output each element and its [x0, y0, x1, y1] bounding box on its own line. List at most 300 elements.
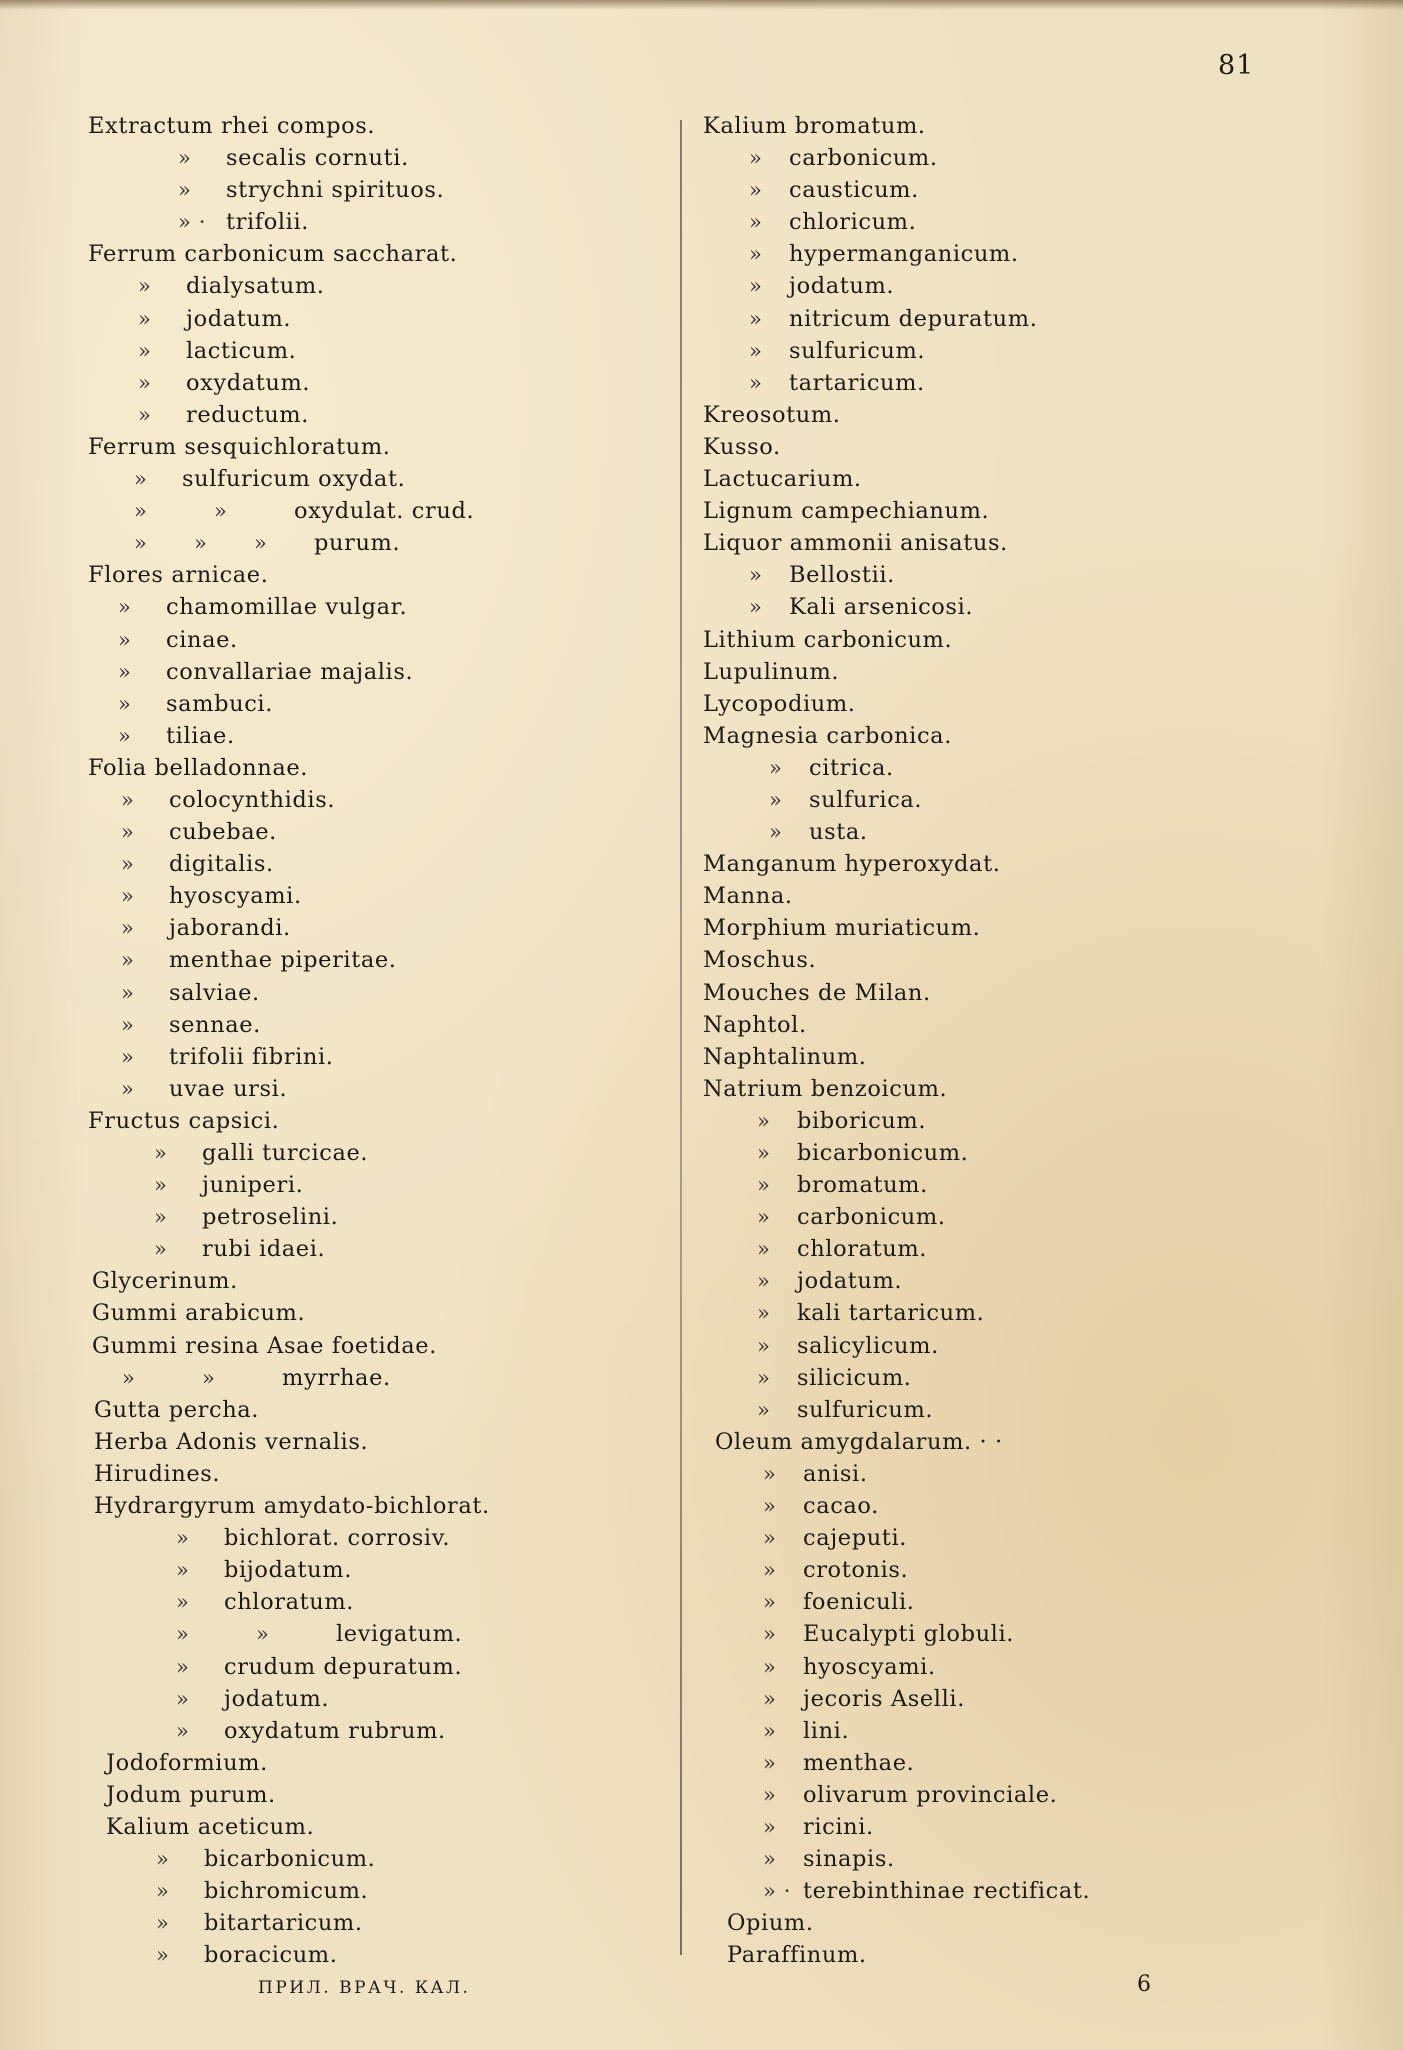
entry-text: lacticum. — [186, 337, 297, 364]
ditto-mark: » — [176, 1526, 190, 1551]
index-entry — [703, 1362, 1343, 1394]
index-entry — [88, 303, 668, 335]
index-entry — [88, 1843, 668, 1875]
entry-text: carbonicum. — [789, 145, 938, 172]
index-entry — [703, 238, 1343, 270]
ditto-mark: » — [121, 1012, 135, 1037]
entry-text: lini. — [803, 1717, 850, 1744]
ditto-mark: » — [749, 306, 763, 331]
ditto-mark: » — [121, 852, 135, 877]
entry-text: Liquor ammonii anisatus. — [703, 530, 1008, 557]
ditto-mark: » — [194, 531, 208, 556]
entry-text: Hydrargyrum amydato-bichlorat. — [94, 1493, 490, 1520]
entry-text: Jodum purum. — [106, 1781, 276, 1808]
ditto-mark: » — [749, 178, 763, 203]
entry-text: reductum. — [186, 401, 309, 428]
entry-text: bichromicum. — [204, 1878, 369, 1905]
index-entry — [88, 591, 668, 623]
entry-text: sulfurica. — [809, 786, 923, 813]
ditto-mark: » — [749, 595, 763, 620]
entry-text: Lithium carbonicum. — [703, 626, 953, 653]
index-entry — [88, 1265, 668, 1297]
ditto-mark: » — [763, 1782, 777, 1807]
entry-text: cajeputi. — [803, 1525, 907, 1552]
index-entry — [703, 1939, 1343, 1971]
index-entry — [88, 1618, 668, 1650]
index-entry — [88, 1297, 668, 1329]
ditto-mark: » — [176, 1622, 190, 1647]
entry-text: crotonis. — [803, 1557, 909, 1584]
index-entry — [703, 848, 1343, 880]
entry-text: chloratum. — [797, 1236, 928, 1263]
ditto-mark: » — [763, 1847, 777, 1872]
ditto-mark: » — [757, 1365, 771, 1390]
index-entry — [703, 944, 1343, 976]
index-entry — [703, 559, 1343, 591]
index-entry — [88, 1651, 668, 1683]
ditto-mark: » — [138, 306, 152, 331]
index-entry — [88, 848, 668, 880]
entry-text: cacao. — [803, 1493, 879, 1520]
entry-text: salviae. — [169, 979, 260, 1006]
index-entry — [703, 270, 1343, 302]
index-entry — [88, 944, 668, 976]
ditto-mark: » — [176, 1718, 190, 1743]
entry-text: Herba Adonis vernalis. — [94, 1428, 369, 1455]
index-entry — [703, 367, 1343, 399]
index-entry — [703, 1747, 1343, 1779]
index-entry — [703, 1330, 1343, 1362]
index-entry — [703, 1875, 1343, 1907]
ditto-mark: » — [121, 884, 135, 909]
ditto-mark: » — [134, 467, 148, 492]
index-entry — [88, 1105, 668, 1137]
entry-text: silicicum. — [797, 1364, 912, 1391]
ditto-mark: » — [749, 242, 763, 267]
index-entry — [88, 752, 668, 784]
entry-text: menthae. — [803, 1749, 915, 1776]
index-entry — [88, 688, 668, 720]
index-entry — [88, 1233, 668, 1265]
index-entry — [703, 1073, 1343, 1105]
entry-text: juniperi. — [202, 1172, 304, 1199]
entry-text: Morphium muriaticum. — [703, 915, 981, 942]
ditto-mark: » — [757, 1205, 771, 1230]
entry-text: Ferrum carbonicum saccharat. — [88, 241, 458, 268]
ditto-mark: » — [749, 274, 763, 299]
ditto-mark: » — [763, 1461, 777, 1486]
entry-text: Manganum hyperoxydat. — [703, 851, 1001, 878]
entry-text: Mouches de Milan. — [703, 979, 931, 1006]
entry-text: uvae ursi. — [169, 1075, 288, 1102]
index-entry — [703, 1683, 1343, 1715]
entry-text: levigatum. — [336, 1621, 463, 1648]
index-entry — [88, 912, 668, 944]
entry-text: Extractum rhei compos. — [88, 113, 376, 139]
index-entry — [88, 1137, 668, 1169]
index-entry — [703, 431, 1343, 463]
ditto-mark: » — [763, 1526, 777, 1551]
entry-text: rubi idaei. — [202, 1236, 326, 1263]
entry-text: tartaricum. — [789, 369, 925, 396]
index-entry — [88, 624, 668, 656]
index-entry — [88, 559, 668, 591]
ditto-mark: » — [176, 1686, 190, 1711]
ditto-mark: » — [121, 1076, 135, 1101]
index-entry — [703, 880, 1343, 912]
index-entry — [88, 142, 668, 174]
entry-text: anisi. — [803, 1460, 868, 1487]
index-entry — [703, 1715, 1343, 1747]
entry-text: tiliae. — [166, 722, 235, 749]
entry-text: Fructus capsici. — [88, 1107, 280, 1134]
index-entry — [703, 399, 1343, 431]
index-entry — [703, 1137, 1343, 1169]
entry-text: bicarbonicum. — [797, 1140, 969, 1166]
footer-signature: ПРИЛ. ВРАЧ. КАЛ. — [258, 1978, 471, 1998]
ditto-mark: » — [763, 1718, 777, 1743]
index-entry — [88, 1490, 668, 1522]
index-entry — [703, 1651, 1343, 1683]
index-entry — [88, 174, 668, 206]
ditto-mark: » — [156, 1879, 170, 1904]
entry-text: olivarum provinciale. — [803, 1781, 1058, 1808]
entry-text: Jodoformium. — [106, 1749, 268, 1776]
entry-text: bicarbonicum. — [204, 1846, 376, 1873]
entry-text: hyoscyami. — [803, 1653, 936, 1680]
ditto-mark: » — [763, 1750, 777, 1775]
entry-text: Kusso. — [703, 433, 781, 460]
ditto-mark: » — [118, 659, 132, 684]
ditto-mark: » — [749, 146, 763, 171]
entry-text: jaborandi. — [169, 915, 291, 942]
entry-text: ricini. — [803, 1813, 874, 1840]
ditto-mark: » — [769, 755, 783, 780]
entry-text: strychni spirituos. — [226, 177, 445, 204]
ditto-mark: » — [138, 370, 152, 395]
index-entry — [88, 1426, 668, 1458]
entry-text: sulfuricum oxydat. — [182, 466, 406, 493]
entry-text: bitartaricum. — [204, 1910, 363, 1937]
page-top-edge — [0, 0, 1403, 10]
ditto-mark: » — [176, 1558, 190, 1583]
index-entry — [703, 784, 1343, 816]
index-entry — [703, 1458, 1343, 1490]
index-entry — [703, 912, 1343, 944]
ditto-mark: » — [121, 948, 135, 973]
entry-text: Moschus. — [703, 947, 817, 974]
entry-text: biboricum. — [797, 1107, 927, 1134]
entry-text: trifolii fibrini. — [169, 1043, 334, 1070]
entry-text: usta. — [809, 819, 868, 846]
entry-text: Hirudines. — [94, 1460, 221, 1487]
index-entry — [703, 1233, 1343, 1265]
index-entry — [703, 303, 1343, 335]
index-entry — [88, 495, 668, 527]
ditto-mark: » — [749, 210, 763, 235]
entry-text: sambuci. — [166, 690, 273, 717]
index-entry — [703, 656, 1343, 688]
entry-text: bijodatum. — [224, 1557, 352, 1584]
entry-text: Eucalypti globuli. — [803, 1621, 1015, 1648]
entry-text: Lycopodium. — [703, 690, 856, 717]
index-entry — [703, 977, 1343, 1009]
index-entry — [703, 1490, 1343, 1522]
index-entry — [88, 463, 668, 495]
entry-text: chloricum. — [789, 209, 917, 236]
ditto-mark: » — [757, 1141, 771, 1165]
ditto-mark: » — [156, 1943, 170, 1968]
index-entry — [703, 1201, 1343, 1233]
entry-text: foeniculi. — [803, 1589, 915, 1616]
index-entry — [88, 1362, 668, 1394]
index-entry — [703, 527, 1343, 559]
index-entry — [703, 1297, 1343, 1329]
entry-text: Manna. — [703, 883, 793, 910]
index-entry — [703, 1009, 1343, 1041]
entry-text: secalis cornuti. — [226, 145, 409, 172]
ditto-mark: » — [763, 1686, 777, 1711]
ditto-mark: » — [763, 1622, 777, 1647]
entry-text: Kreosotum. — [703, 401, 841, 428]
entry-text: Bellostii. — [789, 562, 895, 589]
entry-text: bromatum. — [797, 1172, 928, 1199]
index-entry — [88, 1747, 668, 1779]
index-entry — [703, 1779, 1343, 1811]
entry-text: chloratum. — [224, 1589, 355, 1616]
entry-text: Flores arnicae. — [88, 562, 269, 589]
entry-text: chamomillae vulgar. — [166, 594, 408, 621]
ditto-mark: » — [118, 691, 132, 716]
ditto-mark: » — [178, 146, 192, 171]
index-entry — [88, 720, 668, 752]
entry-text: Opium. — [727, 1910, 814, 1937]
entry-text: myrrhae. — [282, 1364, 391, 1391]
index-entry — [88, 206, 668, 238]
ditto-mark: » — [749, 370, 763, 395]
ditto-mark: » — [121, 1044, 135, 1069]
index-entry — [88, 1939, 668, 1971]
index-entry — [88, 1811, 668, 1843]
index-entry — [703, 624, 1343, 656]
entry-text: carbonicum. — [797, 1204, 946, 1231]
index-entry — [88, 656, 668, 688]
ditto-mark: » — [154, 1237, 168, 1262]
index-entry — [88, 977, 668, 1009]
ditto-mark: » — [154, 1205, 168, 1230]
ditto-mark: » · — [763, 1879, 791, 1904]
entry-text: boracicum. — [204, 1942, 338, 1969]
ditto-mark: » — [121, 916, 135, 941]
entry-text: sulfuricum. — [797, 1396, 934, 1423]
ditto-mark: » — [757, 1333, 771, 1358]
index-entry — [88, 880, 668, 912]
entry-text: trifolii. — [226, 209, 310, 236]
sheet-number: 6 — [1137, 1972, 1151, 1997]
entry-text: Magnesia carbonica. — [703, 722, 952, 749]
entry-text: dialysatum. — [186, 273, 325, 300]
ditto-mark: » — [214, 499, 228, 524]
entry-text: jodatum. — [186, 305, 292, 332]
ditto-mark: » — [134, 531, 148, 556]
index-entry — [703, 688, 1343, 720]
entry-text: purum. — [314, 530, 401, 557]
entry-text: hyoscyami. — [169, 883, 302, 910]
ditto-mark: » — [121, 980, 135, 1005]
index-entry — [88, 1875, 668, 1907]
index-entry — [88, 1907, 668, 1939]
ditto-mark: » — [757, 1173, 771, 1198]
entry-text: Lupulinum. — [703, 658, 840, 685]
index-entry — [88, 1201, 668, 1233]
entry-text: Kalium bromatum. — [703, 113, 926, 139]
entry-text: Gutta percha. — [94, 1396, 260, 1423]
right-column — [703, 110, 1343, 1971]
index-entry — [703, 1522, 1343, 1554]
ditto-mark: » — [254, 531, 268, 556]
page-number: 81 — [1218, 50, 1255, 81]
entry-text: Oleum amygdalarum. · · — [715, 1428, 1003, 1455]
entry-text: Folia belladonnae. — [88, 754, 309, 781]
entry-text: nitricum depuratum. — [789, 305, 1038, 332]
ditto-mark: » — [757, 1237, 771, 1262]
index-entry — [88, 1586, 668, 1618]
ditto-mark: » — [118, 595, 132, 620]
ditto-mark: » — [763, 1558, 777, 1583]
index-entry — [88, 399, 668, 431]
column-divider — [680, 120, 682, 1955]
index-entry — [88, 784, 668, 816]
entry-text: jodatum. — [224, 1685, 330, 1712]
index-entry — [88, 816, 668, 848]
index-entry — [703, 1265, 1343, 1297]
index-entry — [703, 1394, 1343, 1426]
index-entry — [88, 1554, 668, 1586]
index-entry — [88, 1394, 668, 1426]
ditto-mark: » — [757, 1397, 771, 1422]
entry-text: salicylicum. — [797, 1332, 939, 1359]
ditto-mark: » — [138, 274, 152, 299]
entry-text: digitalis. — [169, 851, 274, 878]
entry-text: Ferrum sesquichloratum. — [88, 433, 391, 460]
entry-text: Naphtalinum. — [703, 1043, 867, 1070]
index-entry — [88, 1330, 668, 1362]
index-entry — [88, 1073, 668, 1105]
entry-text: hypermanganicum. — [789, 241, 1019, 268]
index-entry — [703, 174, 1343, 206]
ditto-mark: » — [154, 1141, 168, 1165]
entry-text: petroselini. — [202, 1204, 339, 1231]
entry-text: colocynthidis. — [169, 786, 336, 813]
index-entry — [703, 463, 1343, 495]
ditto-mark: » — [202, 1365, 216, 1390]
ditto-mark: » — [757, 1269, 771, 1294]
entry-text: jodatum. — [797, 1268, 903, 1295]
ditto-mark: » · — [178, 210, 206, 235]
ditto-mark: » — [749, 338, 763, 363]
ditto-mark: » — [156, 1911, 170, 1936]
index-entry — [88, 367, 668, 399]
entry-text: Naphtol. — [703, 1011, 807, 1038]
ditto-mark: » — [769, 820, 783, 845]
ditto-mark: » — [763, 1814, 777, 1839]
index-entry — [88, 1715, 668, 1747]
index-entry — [703, 1426, 1343, 1458]
left-column — [88, 110, 668, 1971]
entry-text: cubebae. — [169, 819, 277, 846]
index-entry — [703, 1586, 1343, 1618]
entry-text: citrica. — [809, 754, 894, 781]
entry-text: Paraffinum. — [727, 1942, 867, 1969]
entry-text: Kali arsenicosi. — [789, 594, 974, 621]
index-entry — [703, 206, 1343, 238]
index-entry — [88, 527, 668, 559]
ditto-mark: » — [122, 1365, 136, 1390]
index-entry — [88, 1458, 668, 1490]
ditto-mark: » — [757, 1301, 771, 1326]
index-entry — [88, 1522, 668, 1554]
entry-text: Natrium benzoicum. — [703, 1075, 948, 1102]
entry-text: causticum. — [789, 177, 919, 204]
ditto-mark: » — [154, 1173, 168, 1198]
entry-text: Gummi resina Asae foetidae. — [92, 1332, 437, 1359]
entry-text: cinae. — [166, 626, 238, 653]
entry-text: jecoris Aselli. — [803, 1685, 965, 1712]
ditto-mark: » — [156, 1847, 170, 1872]
index-entry — [703, 142, 1343, 174]
index-entry — [703, 1554, 1343, 1586]
entry-text: Lactucarium. — [703, 466, 862, 493]
ditto-mark: » — [769, 787, 783, 812]
index-entry — [88, 1683, 668, 1715]
index-entry — [703, 1811, 1343, 1843]
index-entry — [88, 110, 668, 142]
entry-text: bichlorat. corrosiv. — [224, 1525, 451, 1552]
index-entry — [703, 1041, 1343, 1073]
index-entry — [703, 1105, 1343, 1137]
index-entry — [88, 238, 668, 270]
ditto-mark: » — [138, 338, 152, 363]
ditto-mark: » — [763, 1494, 777, 1519]
entry-text: menthae piperitae. — [169, 947, 397, 974]
ditto-mark: » — [118, 627, 132, 652]
ditto-mark: » — [763, 1654, 777, 1679]
index-entry — [88, 1779, 668, 1811]
entry-text: oxydatum. — [186, 369, 311, 396]
ditto-mark: » — [763, 1590, 777, 1615]
ditto-mark: » — [138, 402, 152, 427]
entry-text: convallariae majalis. — [166, 658, 414, 685]
entry-text: terebinthinae rectificat. — [803, 1878, 1091, 1905]
ditto-mark: » — [176, 1590, 190, 1615]
entry-text: Lignum campechianum. — [703, 498, 990, 525]
index-entry — [703, 110, 1343, 142]
index-entry — [703, 1169, 1343, 1201]
entry-text: jodatum. — [789, 273, 895, 300]
index-entry — [703, 1907, 1343, 1939]
entry-text: galli turcicae. — [202, 1140, 369, 1166]
entry-text: sulfuricum. — [789, 337, 926, 364]
entry-text: Glycerinum. — [92, 1268, 238, 1295]
entry-text: oxydulat. crud. — [294, 498, 475, 525]
index-entry — [703, 720, 1343, 752]
entry-text: oxydatum rubrum. — [224, 1717, 446, 1744]
index-entry — [703, 816, 1343, 848]
index-entry — [88, 431, 668, 463]
ditto-mark: » — [176, 1654, 190, 1679]
ditto-mark: » — [121, 787, 135, 812]
ditto-mark: » — [118, 723, 132, 748]
